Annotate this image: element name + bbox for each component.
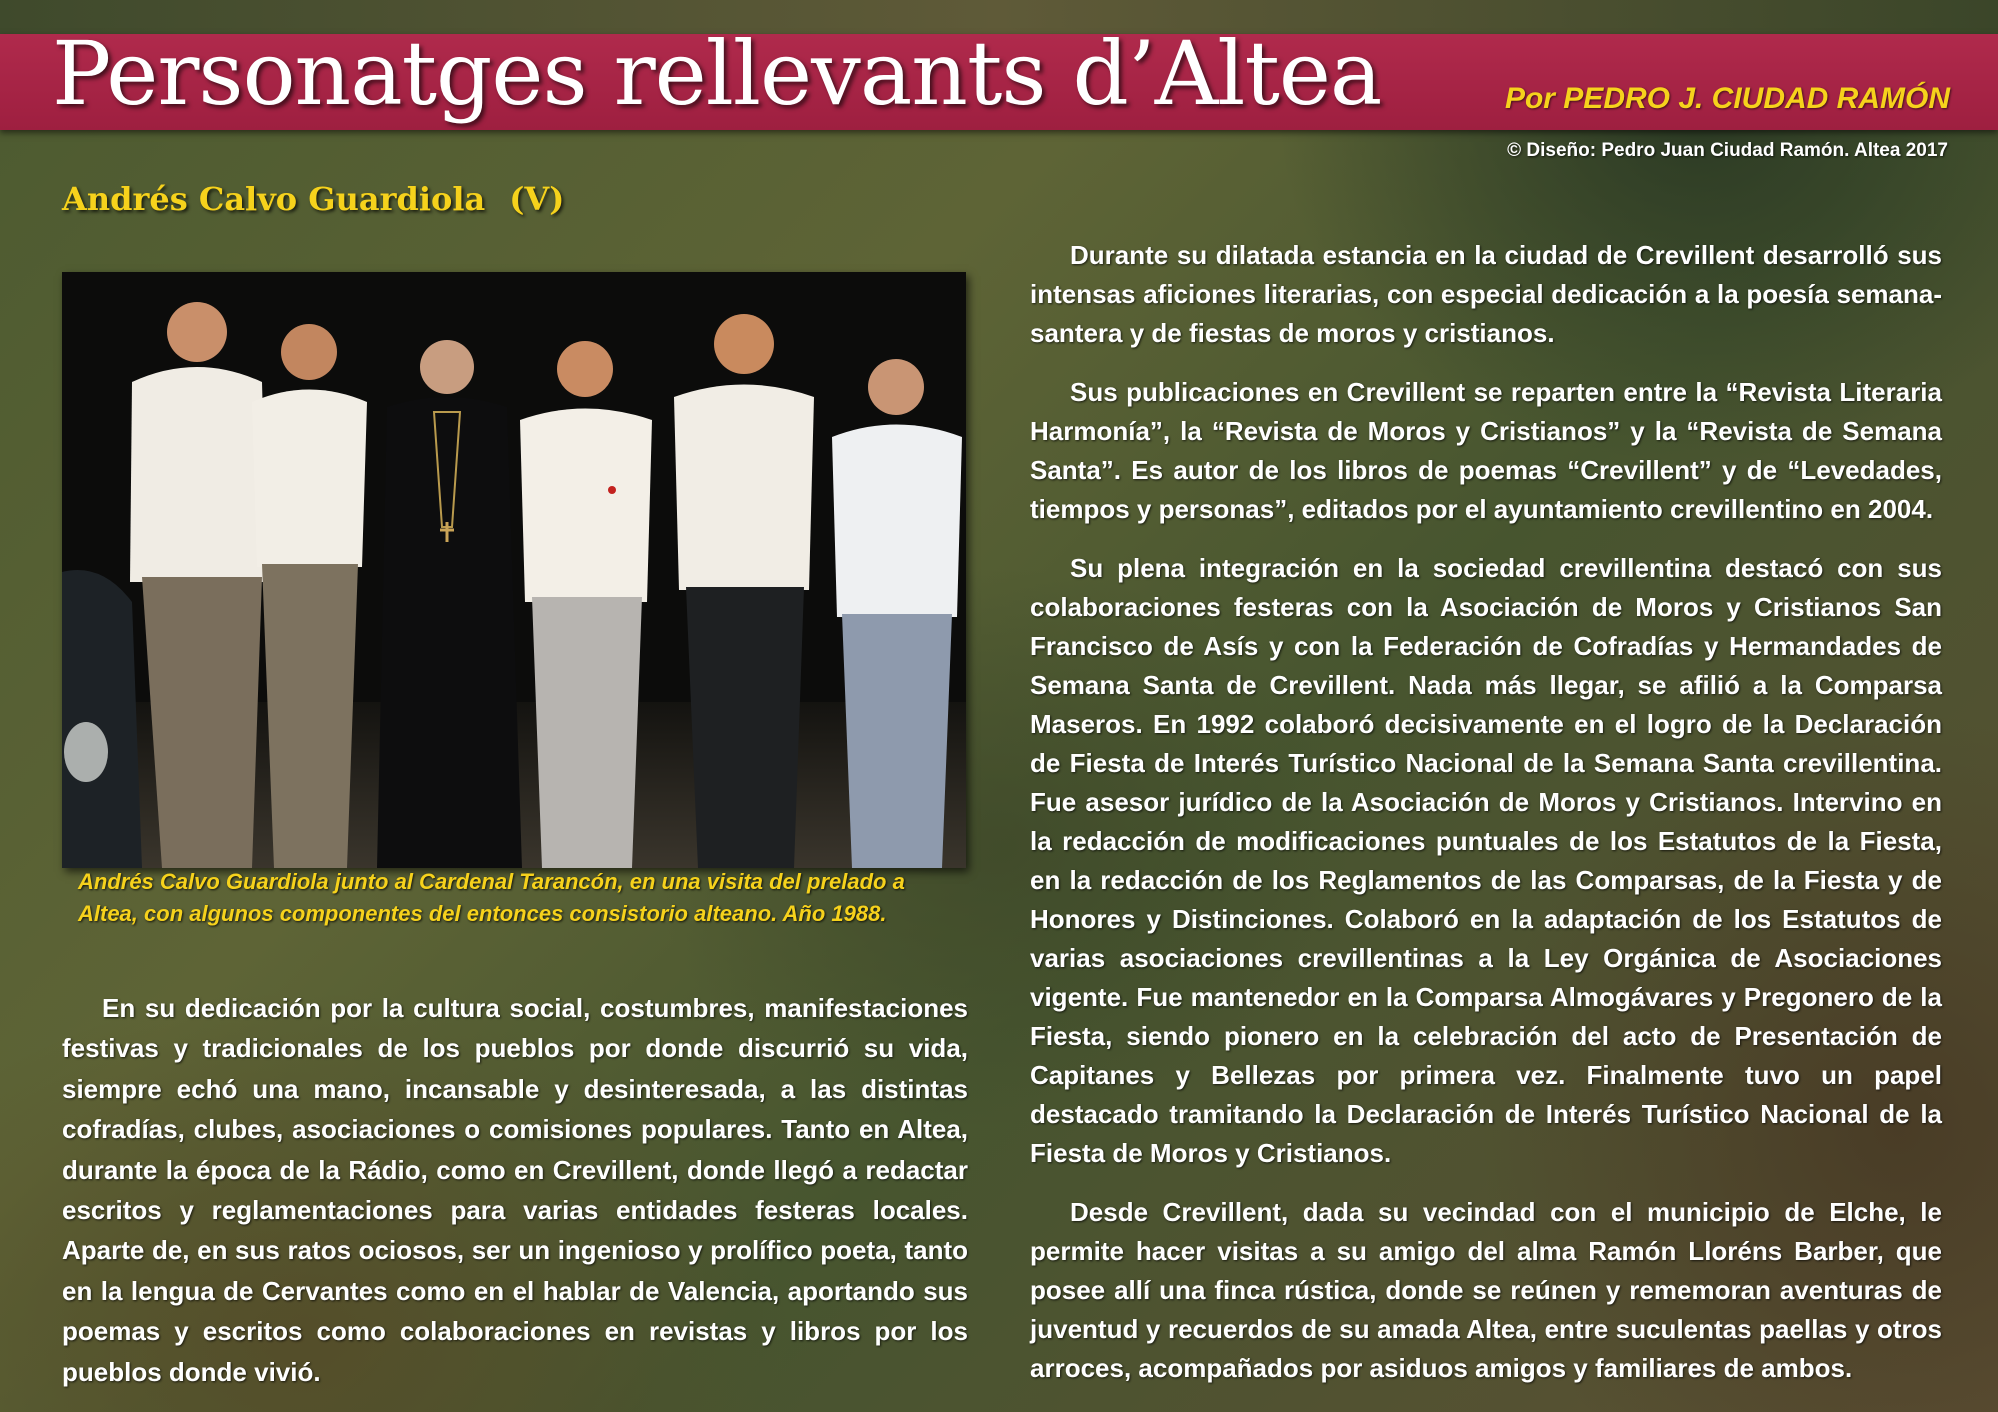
author-byline: Por PEDRO J. CIUDAD RAMÓN (1504, 82, 1950, 115)
article-subtitle (62, 180, 564, 218)
group-photo (62, 272, 966, 868)
subject-name: Andrés Calvo Guardiola (62, 180, 486, 218)
person-5-figure (674, 314, 814, 868)
left-column-text (62, 988, 968, 1392)
right-paragraph-3: Su plena integración en la sociedad crevillentina destacó con sus colaboraciones festeras con la Asociación de Moros y Cristianos San Francisco de Asís y con la Federación de Cofradías y Hermandades de Semana Santa de Crevillent. Nada más llegar, se afilió a la Comparsa Maseros. En 1992 colaboró decisivamente en el logro de la Declaración de Fiesta de Interés Turístico Nacional de la Semana Santa crevillentina. Fue asesor jurídico de la Asociación de Moros y Cristianos. Intervino en la redacción de modificaciones puntuales de los Estatutos de la Fiesta, en la redacción de los Reglamentos de las Comparsas, de la Fiesta y de Honores y Distinciones. Colaboró en la adaptación de los Estatutos de varias asociaciones crevillentinas a la Ley Orgánica de Asociaciones vigente. Fue mantenedor en la Comparsa Almogávares y Pregonero de la Fiesta, siendo pionero en la celebración del acto de Presentación de Capitanes y Bellezas por primera vez. Finalmente tuvo un papel destacado tramitando la Declaración de Interés Turístico Nacional de la Fiesta de Moros y Cristianos. (1030, 553, 1942, 1168)
group-photo-illustration (62, 272, 966, 868)
right-paragraph-4: Desde Crevillent, dada su vecindad con el municipio de Elche, le permite hacer visitas a su amigo del alma Ramón Lloréns Barber, que posee allí una finca rústica, donde se reúnen y rememoran aventuras de juventud y recuerdos de su amada Altea, entre suculentas paellas y otros arroces, acompañados por asiduos amigos y familiares de ambos. (1030, 1197, 1942, 1383)
left-paragraph: En su dedicación por la cultura social, costumbres, manifestaciones festivas y tradicionales de los pueblos por donde discurrió su vida, siempre echó una mano, incansable y desinteresada, a las distintas cofradías, clubes, asociaciones o comisiones populares. Tanto en Altea, durante la época de la Rádio, como en Crevillent, donde llegó a redactar escritos y reglamentaciones para varias entidades festeras locales. Aparte de, en sus ratos ociosos, ser un ingenioso y prolífico poeta, tanto en la lengua de Cervantes como en el hablar de Valencia, aportando sus poemas y escritos como colaboraciones en revistas y libros por los pueblos donde vivió. (62, 993, 968, 1387)
right-paragraph-1: Durante su dilatada estancia en la ciudad de Crevillent desarrolló sus intensas aficiones literarias, con especial dedicación a la poesía semana-santera y de fiestas de moros y cristianos. (1030, 240, 1942, 348)
page-title: Personatges rellevants d’Altea (52, 22, 1382, 125)
right-column-text (1030, 236, 1942, 1408)
photo-caption: Andrés Calvo Guardiola junto al Cardenal Tarancón, en una visita del prelado a Altea, con algunos componentes del entonces consistorio alteano. Año 1988. (78, 869, 905, 926)
part-number: (V) (509, 180, 565, 218)
design-credit: © Diseño: Pedro Juan Ciudad Ramón. Altea 2017 (1507, 140, 1948, 161)
person-4-figure (520, 341, 652, 868)
right-paragraph-2: Sus publicaciones en Crevillent se reparten entre la “Revista Literaria Harmonía”, la “Revista de Moros y Cristianos” y la “Revista de Semana Santa”. Es autor de los libros de poemas “Crevillent” y de “Levedades, tiempos y personas”, editados por el ayuntamiento crevillentino en 2004. (1030, 377, 1942, 524)
person-6-figure (832, 359, 962, 868)
person-3-figure (377, 340, 522, 868)
